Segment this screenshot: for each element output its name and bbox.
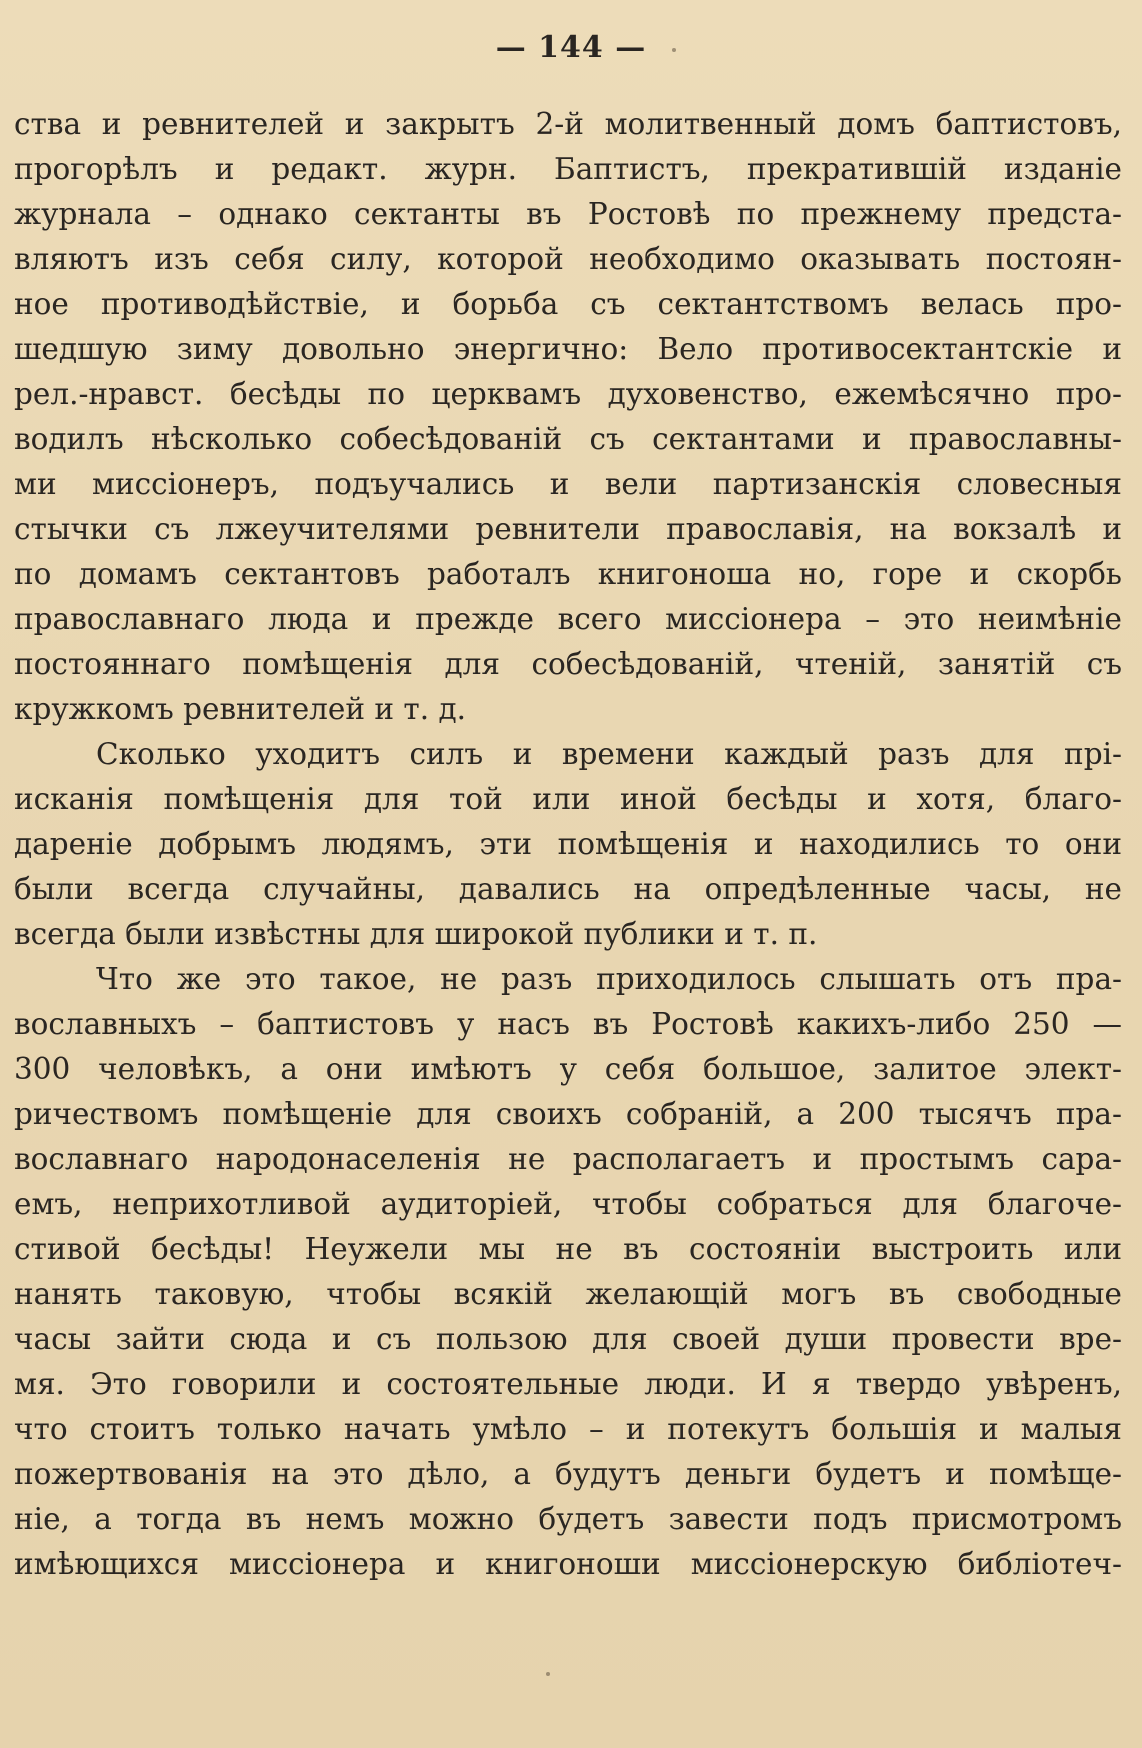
text-line: кружкомъ ревнителей и т. д. <box>14 692 467 726</box>
text-line: что стоитъ только начать умѣло – и потекутъ большія и малыя <box>14 1412 1122 1446</box>
text-line: Что же это такое, не разъ приходилось слышать отъ пра- <box>96 962 1122 996</box>
text-line: емъ, неприхотливой аудиторіей, чтобы собраться для благоче- <box>14 1187 1122 1221</box>
text-line: стивой бесѣды! Неужели мы не въ состояніи выстроить или <box>14 1232 1122 1266</box>
text-line: часы зайти сюда и съ пользою для своей души провести вре- <box>14 1322 1122 1356</box>
page-number: — 144 — <box>495 30 647 65</box>
text-line: постояннаго помѣщенія для собесѣдованій, чтеній, занятій съ <box>14 647 1122 681</box>
paragraph-1 <box>14 102 1122 732</box>
text-line: водилъ нѣсколько собесѣдованій съ сектантами и православны- <box>14 422 1122 456</box>
text-line: ніе, а тогда въ немъ можно будетъ завести подъ присмотромъ <box>14 1502 1122 1536</box>
text-line: вославныхъ – баптистовъ у насъ въ Ростовѣ какихъ-либо 250 — <box>14 1007 1122 1041</box>
text-line: Сколько уходитъ силъ и времени каждый разъ для прі- <box>96 737 1122 771</box>
text-line: мя. Это говорили и состоятельные люди. И я твердо увѣренъ, <box>14 1367 1122 1401</box>
paragraph-2 <box>14 732 1122 957</box>
text-line: ства и ревнителей и закрытъ 2-й молитвенный домъ баптистовъ, <box>14 107 1122 141</box>
text-line: вляютъ изъ себя силу, которой необходимо оказывать постоян- <box>14 242 1122 276</box>
text-line: рел.-нравст. бесѣды по церквамъ духовенство, ежемѣсячно про- <box>14 377 1122 411</box>
text-line: имѣющихся миссіонера и книгоноши миссіонерскую библіотеч- <box>14 1547 1122 1581</box>
text-line: православнаго люда и прежде всего миссіонера – это неимѣніе <box>14 602 1122 636</box>
text-line: 300 человѣкъ, а они имѣютъ у себя большое, залитое элект- <box>14 1052 1122 1086</box>
text-line: ричествомъ помѣщеніе для своихъ собраній, а 200 тысячъ пра- <box>14 1097 1122 1131</box>
text-line: прогорѣлъ и редакт. журн. Баптистъ, прекратившій изданіе <box>14 152 1122 186</box>
text-line: исканія помѣщенія для той или иной бесѣды и хотя, благо- <box>14 782 1122 816</box>
body-text <box>14 102 1122 1587</box>
paper-speck <box>546 1672 550 1676</box>
text-line: ное противодѣйствіе, и борьба съ сектантствомъ велась про- <box>14 287 1122 321</box>
text-line: вославнаго народонаселенія не располагаетъ и простымъ сара- <box>14 1142 1122 1176</box>
text-line: были всегда случайны, давались на опредѣленные часы, не <box>14 872 1122 906</box>
text-line: журнала – однако сектанты въ Ростовѣ по прежнему предста- <box>14 197 1122 231</box>
text-line: всегда были извѣстны для широкой публики и т. п. <box>14 917 818 951</box>
paper-speck <box>672 48 676 52</box>
text-line: по домамъ сектантовъ работалъ книгоноша но, горе и скорбь <box>14 557 1122 591</box>
paragraph-3 <box>14 957 1122 1587</box>
text-line: пожертвованія на это дѣло, а будутъ деньги будетъ и помѣще- <box>14 1457 1122 1491</box>
text-line: нанять таковую, чтобы всякій желающій могъ въ свободные <box>14 1277 1122 1311</box>
text-line: стычки съ лжеучителями ревнители православія, на вокзалѣ и <box>14 512 1122 546</box>
text-line: дареніе добрымъ людямъ, эти помѣщенія и находились то они <box>14 827 1122 861</box>
text-line: шедшую зиму довольно энергично: Вело противосектантскіе и <box>14 332 1122 366</box>
text-line: ми миссіонеръ, подъучались и вели партизанскія словесныя <box>14 467 1122 501</box>
